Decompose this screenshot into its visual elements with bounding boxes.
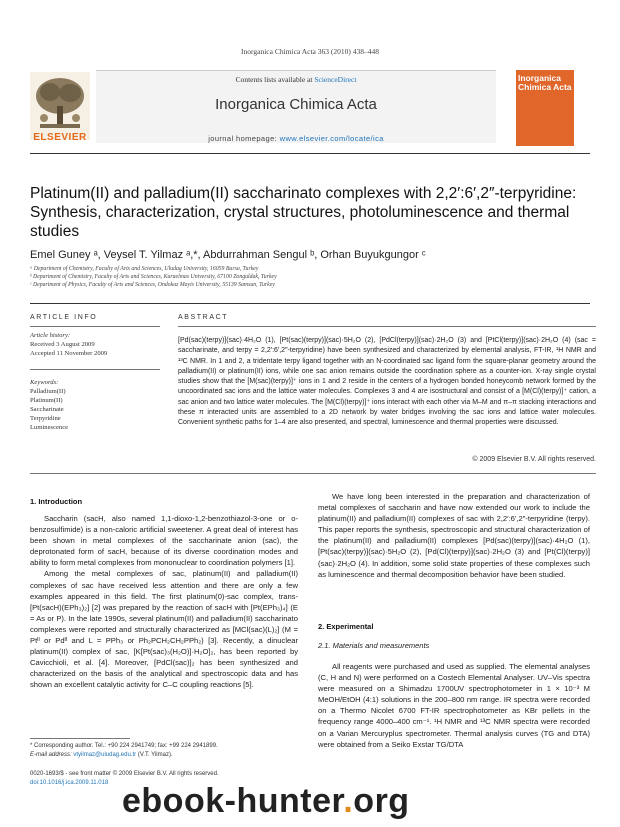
copyright: © 2009 Elsevier B.V. All rights reserved.	[472, 456, 596, 463]
affiliation-b: ᵇ Department of Chemistry, Faculty of Arts and Sciences, Karaelmas University, 67100 Zonguldak, Turkey	[30, 274, 277, 280]
introduction-heading: 1. Introduction	[30, 497, 83, 506]
affiliation-a: ᵃ Department of Chemistry, Faculty of Arts and Sciences, Uludag University, 16059 Bursa, Turkey	[30, 266, 259, 272]
keyword-item: Luminescence	[30, 424, 69, 431]
site-watermark	[122, 782, 410, 821]
journal-reference: Inorganica Chimica Acta 363 (2010) 438–448	[241, 47, 379, 56]
received-date: Received 3 August 2009	[30, 341, 95, 348]
corresponding-footnote: * Corresponding author. Tel.: +90 224 2941749; fax: +99 224 2941899.	[30, 743, 218, 749]
experimental-heading: 2. Experimental	[318, 622, 374, 631]
watermark-dot: .	[343, 782, 354, 820]
cover-title: Inorganica Chimica Acta	[518, 73, 572, 92]
keywords-rule	[30, 369, 160, 370]
header-rule	[30, 153, 590, 154]
body-paragraph: All reagents were purchased and used as supplied. The elemental analyses (C, H and N) were performed on a Costech Elemental Analyser. UV–Vis spectra were measured on a Shimadzu 1700UV spectrophotometer in 1 × 10⁻³ M MeOH/EtOH (4:1) solutions in the 200–800 nm range. IR spectra were recorded on a Thermo Nicolet 6700 FT-IR spectrophotometer as KBr pellets in the frequency range 4000–400 cm⁻¹. ¹H NMR and ¹³C NMR spectra were recorded on a Varian Mercuryplus spectrometer. Thermal analysis curves (TG and DTA) were obtained from a Seiko Exstar TG/DTA	[318, 662, 590, 749]
intro-paragraph: Saccharin (sacH, also named 1,1-dioxo-1,2-benzothiazol-3-one or o-benzosulfimide) is a non-caloric artificial sweetener. A great deal of interest has been shown in metal complexes of the saccharinate anion (sac), the deprotonated form of sacH, because of its diverse coordination modes and ability to form metal complexes from mononuclear to coordination polymers [1].	[30, 514, 298, 568]
affiliation-c: ᶜ Department of Physics, Faculty of Arts and Sciences, Ondokuz Mayis University, 55139 Samsun, Turkey	[30, 282, 275, 288]
history-label: Article history:	[30, 332, 71, 339]
email-link[interactable]: vtyilmaz@uludag.edu.tr	[73, 752, 137, 758]
authors-rule	[30, 303, 590, 304]
right-column-bottom	[318, 661, 590, 789]
abstract-label: ABSTRACT	[178, 314, 229, 321]
abstract-text: [Pd(sac)(terpy)](sac)·4H₂O (1), [Pt(sac)(terpy)](sac)·5H₂O (2), [PdCl(terpy)](sac)·2H₂O (3) and [PtCl(terpy)](sac)·2H₂O (4) (sac = saccharinate, and terpy = 2,2′:6′,2″-terpyridine) have been synthesized and characterized by elemental analysis, FT-IR, ¹H NMR and ¹³C NMR. In 1 and 2, a tridentate terpy ligand together with an N-coordinated sac ligand form the square-planar geometry around the palladium(II) or platinum(II) ions, while one sac anion remains outside the coordination sphere as a counter-ion. X-ray single crystal studies show that the [M(sac)(terpy)]⁺ ions in 1 and 2 reside in the centers of a hydrogen bonded honeycomb network formed by the uncoordinated sac ions and the lattice water molecules. Complexes 3 and 4 are isostructural and consist of a [M(Cl)(terpy)]⁺ cation, a sac anion and two lattice water molecules. The [M(Cl)(terpy)]⁺ ions interact with each other via M–M and π–π stacking interactions and these π interacted units are assembled to a 2D network by water bridges involving the sac ions and lattice water molecules. Convenient synthetic paths for 1–4 are also presented, and spectral, luminescence and thermal properties were discussed.	[178, 337, 596, 427]
homepage-link[interactable]: www.elsevier.com/locate/ica	[279, 134, 384, 143]
keywords-label: Keywords:	[30, 379, 59, 386]
intro-paragraph: Among the metal complexes of sac, platinum(II) and palladium(II) complexes of sac have received less attention and there are only a few examples appeared in this field. The first platinum(0)-sac complex, trans-[Pt(sacH)(EPh₃)₂] [2] was prepared by the reaction of sacH with [Pt(EPh₃)₄] (E = As or P). In the late 1990s, several platinum(II) and palladium(II) saccharinato complexes were reported and structurally characterized as [MCl(sac)(L)₂] (M = Ptᴵᴵ or Pdᴵᴵ and L = PPh₃ or Ph₂PCH₂CH₂PPh₂) [3]. Recently, a dinuclear platinum(II) complex of sac, [K[Pt(sac)₃(H₂O)]·H₂O]₂, has been reported by Cavicchioli, et al. [4]. Moreover, [PdCl(sac)]₂ has been synthesized and characterized on the basis of the analytical and spectroscopic data and has shown an excellent catalytic activity for C–C coupling reactions [5].	[30, 569, 298, 690]
journal-homepage	[96, 134, 496, 143]
body-paragraph: We have long been interested in the preparation and characterization of metal complexes of saccharin and have now extended our work to include the platinum(II) and palladium(II) complexes of sac with 2,2′:6′,2″-terpyridine (terpy). This paper reports the synthesis, spectroscopic and structural characterization of the platinum(II) and palladium(II) complexes [Pd(sac)(terpy)](sac)·4H₂O (1), [Pt(sac)(terpy)](sac)·5H₂O (2), [Pd(Cl)(terpy)](sac)·2H₂O (3) and [Pt(Cl)(terpy)](sac)·2H₂O (4). In addition, some solid state properties of these complexes such as luminescence and thermal decomposition behavior have been studied.	[318, 492, 590, 579]
homepage-prefix: journal homepage:	[208, 134, 278, 143]
doi-link[interactable]: doi:10.1016/j.ica.2009.11.018	[30, 780, 109, 786]
keyword-item: Palladium(II)	[30, 388, 66, 395]
accepted-date: Accepted 11 November 2009	[30, 350, 108, 357]
abstract-bottom-rule	[30, 473, 596, 474]
sciencedirect-link[interactable]: ScienceDirect	[314, 75, 357, 84]
watermark-part: org	[353, 782, 410, 820]
materials-subheading: 2.1. Materials and measurements	[318, 641, 430, 650]
keyword-item: Terpyridine	[30, 415, 61, 422]
article-info-rule	[30, 326, 160, 327]
email-suffix: (V.T. Yilmaz).	[137, 752, 173, 758]
contents-prefix: Contents lists available at	[235, 75, 313, 84]
elsevier-wordmark: ELSEVIER	[33, 132, 87, 143]
journal-name: Inorganica Chimica Acta	[215, 96, 377, 113]
abstract-rule	[178, 326, 596, 327]
keyword-item: Saccharinate	[30, 406, 64, 413]
footnote-rule	[30, 738, 130, 739]
email-footnote	[30, 751, 300, 759]
right-column-top	[318, 491, 590, 580]
keyword-item: Platinum(II)	[30, 397, 63, 404]
watermark-part: ebook-hunter	[122, 782, 344, 820]
left-column	[30, 513, 298, 691]
contents-line	[96, 75, 496, 84]
author-list: Emel Guney ᵃ, Veysel T. Yilmaz ᵃ,*, Abdurrahman Sengul ᵇ, Orhan Buyukgungor ᶜ	[30, 249, 426, 261]
email-label: E-mail address:	[30, 752, 72, 758]
article-title: Platinum(II) and palladium(II) saccharinato complexes with 2,2′:6′,2″-terpyridine: Synthesis, characterization, crystal structures, photoluminescence and thermal studies	[30, 185, 577, 240]
elsevier-tree-logo	[30, 72, 90, 140]
issn-line: 0020-1693/$ - see front matter © 2009 Elsevier B.V. All rights reserved.	[30, 771, 219, 777]
article-info-label: ARTICLE INFO	[30, 314, 98, 321]
